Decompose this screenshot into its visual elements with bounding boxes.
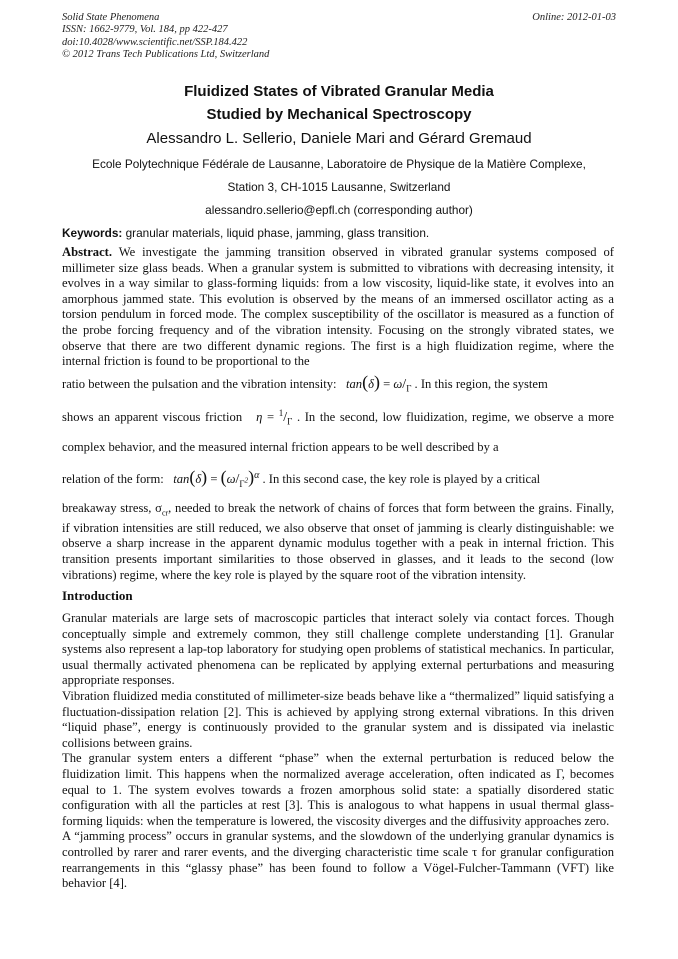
keywords — [62, 226, 622, 240]
intro-paragraph-1: Granular materials are large sets of macroscopic particles that interact solely via contact forces. Though conceptually simple and extremely common, they still challenge complete understanding [1]. Granular systems also represent a lap-top laboratory for studying open problems of statistical mechanics. In particular, usual thermally activated phenomena can be replicated by applying external perturbations and measuring appropriate responses. — [62, 611, 614, 688]
abstract-text-5: . In the second, low fluidization, regime, we observe a more complex behavior, and the measured internal friction appears to be well described by a — [62, 410, 614, 454]
sigma-subscript: cr — [161, 508, 169, 518]
doi-line: doi:10.4028/www.scientific.net/SSP.184.422 — [62, 36, 248, 48]
introduction-heading: Introduction — [62, 588, 133, 603]
abstract-text-7: . In this second case, the key role is played by a critical — [262, 472, 541, 487]
title-line-2: Studied by Mechanical Spectroscopy — [206, 106, 472, 123]
intro-paragraph-4: A “jamming process” occurs in granular systems, and the slowdown of the underlying granular dynamics is controlled by rarer and rarer events, and the diverging characteristic time scale τ for granular configuration rearrangements in this “glassy phase” has been found to follow a Vögel-Fulcher-Tammann (VFT) like behavior [4]. — [62, 829, 614, 891]
formula-tan-delta-power: $\tan(\delta) = (\omega/_{\Gamma^2})^\alpha$ — [173, 467, 260, 489]
keywords-text: granular materials, liquid phase, jamming, glass transition. — [125, 226, 430, 240]
journal-name: Solid State Phenomena — [62, 12, 160, 23]
abstract-label: Abstract. — [62, 245, 113, 259]
online-date: Online: 2012-01-03 — [532, 12, 616, 23]
author-list: Alessandro L. Sellerio, Daniele Mari and Gérard Gremaud — [146, 130, 532, 147]
formula-eta: $\eta = ^1/_\Gamma$ — [256, 408, 293, 427]
introduction-body — [62, 611, 614, 892]
affiliation-line-1: Ecole Polytechnique Fédérale de Lausanne, Laboratoire de Physique de la Matière Complexe, — [92, 157, 586, 171]
paper-title — [0, 80, 678, 126]
intro-paragraph-3: The granular system enters a different “phase” when the external perturbation is reduced below the fluidization limit. This happens when the normalized average acceleration, often indicated as Γ, becomes equal to 1. The system evolves towards a frozen amorphous solid state: a spatially disordered static configuration with all the particles at rest [3]. This is analogous to what happens in usual thermal glass-forming liquids: when the temperature is lowered, the viscosity diverges and the diffusivity approaches zero. — [62, 751, 614, 828]
author-email: alessandro.sellerio@epfl.ch (corresponding author) — [205, 203, 473, 217]
issn-line: ISSN: 1662-9779, Vol. 184, pp 422-427 — [62, 24, 228, 36]
abstract-text-4: shows an apparent viscous friction — [62, 410, 243, 425]
formula-tan-delta-ratio: $\tan(\delta) = \omega/_\Gamma$ — [346, 371, 412, 394]
abstract-text-6: relation of the form: — [62, 472, 164, 487]
copyright-line: © 2012 Trans Tech Publications Ltd, Switzerland — [62, 49, 270, 61]
abstract-text-9: , needed to break the network of chains of forces that form between the grains. Finally, if vibration intensities are still reduced, we also observe that onset of jamming is clearly distinguishable: we observe a sharp increase in the apparent dynamic modulus together with a peak in internal friction. This transition presents important similarities to those observed in glasses, and it leads to the second (low vibrations) regime, where the key role is played by the square root of the vibration intensity. — [62, 500, 614, 582]
abstract-text-3: . In this region, the system — [414, 376, 548, 391]
keywords-label: Keywords: — [62, 226, 123, 240]
abstract-text-1: We investigate the jamming transition observed in vibrated granular systems composed of millimeter size glass beads. When a granular system is submitted to vibrations with decreasing intensity, it evolves in a way similar to glass-forming liquids: from a low viscosity, liquid-like state, it evolves into an amorphous jammed state. This evolution is observed by the means of an immersed oscillator acting as a torsion pendulum in forced mode. The complex susceptibility of the oscillator is measured as a function of the probe forcing frequency and of the vibration intensity. Focusing on the strongly vibrated states, we observe that there are two different dynamic regions. The first is a high fluidization regime, where the internal friction is found to be proportional to the — [62, 245, 614, 369]
abstract-text-8: breakaway stress, σ — [62, 500, 162, 515]
affiliation — [40, 153, 638, 222]
running-header — [62, 12, 616, 62]
title-line-1: Fluidized States of Vibrated Granular Media — [184, 83, 494, 100]
abstract-text-2: ratio between the pulsation and the vibration intensity: — [62, 376, 337, 391]
intro-paragraph-2: Vibration fluidized media constituted of millimeter-size beads behave like a “thermalized” liquid satisfying a fluctuation-dissipation relation [2]. This is achieved by applying strong external vibrations. In this driven “liquid phase”, energy is continuously provided to the granular system and is dissipated via inelastic collisions between grains. — [62, 688, 614, 750]
affiliation-line-2: Station 3, CH-1015 Lausanne, Switzerland — [227, 180, 451, 194]
abstract — [62, 245, 614, 583]
